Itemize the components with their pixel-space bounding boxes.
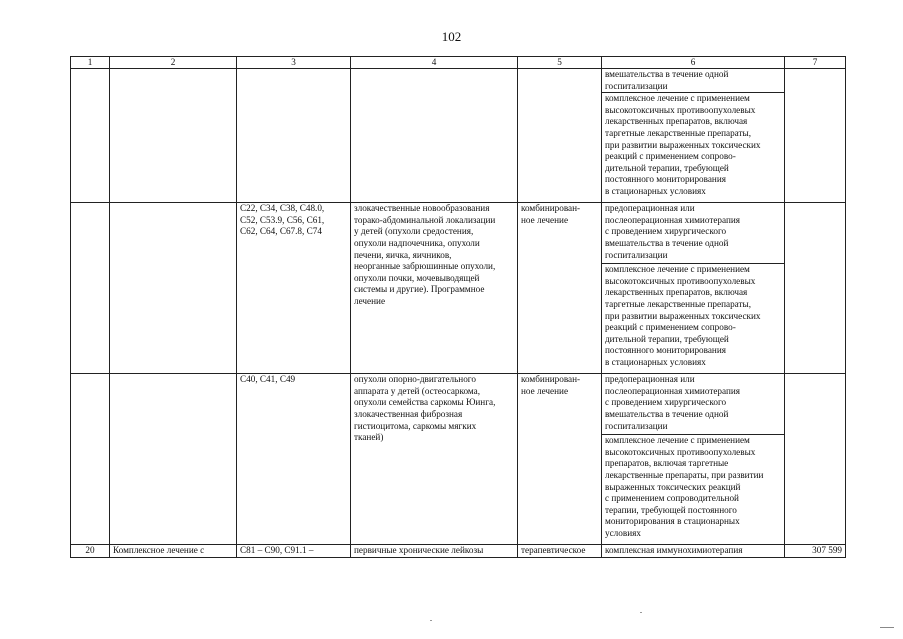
cell-name <box>110 69 237 203</box>
table-row <box>71 545 846 558</box>
table-row <box>71 69 846 93</box>
header-col-5: 5 <box>518 57 602 69</box>
header-col-4: 4 <box>351 57 518 69</box>
table-row <box>71 203 846 264</box>
cell-cost <box>785 69 846 203</box>
cell-num <box>71 374 110 545</box>
cell-method: комплексное лечение с применением высокотоксичных противоопухолевых лекарственных препаратов, включая таргетные лекарственные препараты, при развитии выраженных токсических реакций с применением сопрово- дительной терапии, требующей постоянного мониторирования в стационарных условиях <box>602 264 785 374</box>
header-col-7: 7 <box>785 57 846 69</box>
cell-method: предоперационная или послеоперационная химиотерапия с проведением хирургического вмешательства в течение одной госпитализации <box>602 203 785 264</box>
header-col-1: 1 <box>71 57 110 69</box>
cell-cost <box>785 203 846 374</box>
table-row <box>71 374 846 435</box>
cell-num <box>71 203 110 374</box>
header-col-2: 2 <box>110 57 237 69</box>
cell-treatment-type: комбинирован- ное лечение <box>518 374 602 545</box>
cell-num <box>71 69 110 203</box>
page-number: 102 <box>441 29 462 44</box>
cell-method: комплексное лечение с применением высокотоксичных противоопухолевых препаратов, включая таргетные лекарственные препараты, при развитии выраженных токсических реакций с применением сопроводительной терапии, требующей постоянного мониторирования в стационарных условиях <box>602 435 785 545</box>
cell-diagnosis <box>351 69 518 203</box>
scan-artifact <box>880 627 894 628</box>
cell-diagnosis: опухоли опорно-двигательного аппарата у детей (остеосаркома, опухоли семейства саркомы Юинга, злокачественная фиброзная гистиоцитома, саркомы мягких тканей) <box>351 374 518 545</box>
cell-method: комплексная иммунохимиотерапия <box>602 545 785 558</box>
cell-method: вмешательства в течение одной госпитализации <box>602 69 785 93</box>
cell-name <box>110 203 237 374</box>
cell-name: Комплексное лечение с <box>110 545 237 558</box>
cell-treatment-type: терапевтическое <box>518 545 602 558</box>
cell-codes: C81 – C90, C91.1 – <box>237 545 351 558</box>
cell-codes <box>237 69 351 203</box>
cell-codes: C22, C34, C38, C48.0, C52, C53.9, C56, C61, C62, C64, C67.8, C74 <box>237 203 351 374</box>
treatment-table <box>70 56 846 558</box>
header-col-3: 3 <box>237 57 351 69</box>
cell-codes: C40, C41, C49 <box>237 374 351 545</box>
cell-diagnosis: злокачественные новообразования торако-абдоминальной локализации у детей (опухоли средостения, опухоли надпочечника, опухоли печени, яичка, яичников, неорганные забрюшинные опухоли, опухоли почки, мочевыводящей системы и другие). Программное лечение <box>351 203 518 374</box>
cell-treatment-type: комбинирован- ное лечение <box>518 203 602 374</box>
header-row <box>71 57 846 69</box>
cell-method: предоперационная или послеоперационная химиотерапия с проведением хирургического вмешательства в течение одной госпитализации <box>602 374 785 435</box>
scan-artifact <box>430 620 432 621</box>
cell-cost: 307 599 <box>785 545 846 558</box>
cell-method: комплексное лечение с применением высокотоксичных противоопухолевых лекарственных препаратов, включая таргетные лекарственные препараты, при развитии выраженных токсических реакций с применением сопрово- дительной терапии, требующей постоянного мониторирования в стационарных условиях <box>602 93 785 203</box>
header-col-6: 6 <box>602 57 785 69</box>
cell-cost <box>785 374 846 545</box>
cell-num: 20 <box>71 545 110 558</box>
cell-treatment-type <box>518 69 602 203</box>
scan-artifact <box>640 612 642 613</box>
cell-name <box>110 374 237 545</box>
cell-diagnosis: первичные хронические лейкозы <box>351 545 518 558</box>
